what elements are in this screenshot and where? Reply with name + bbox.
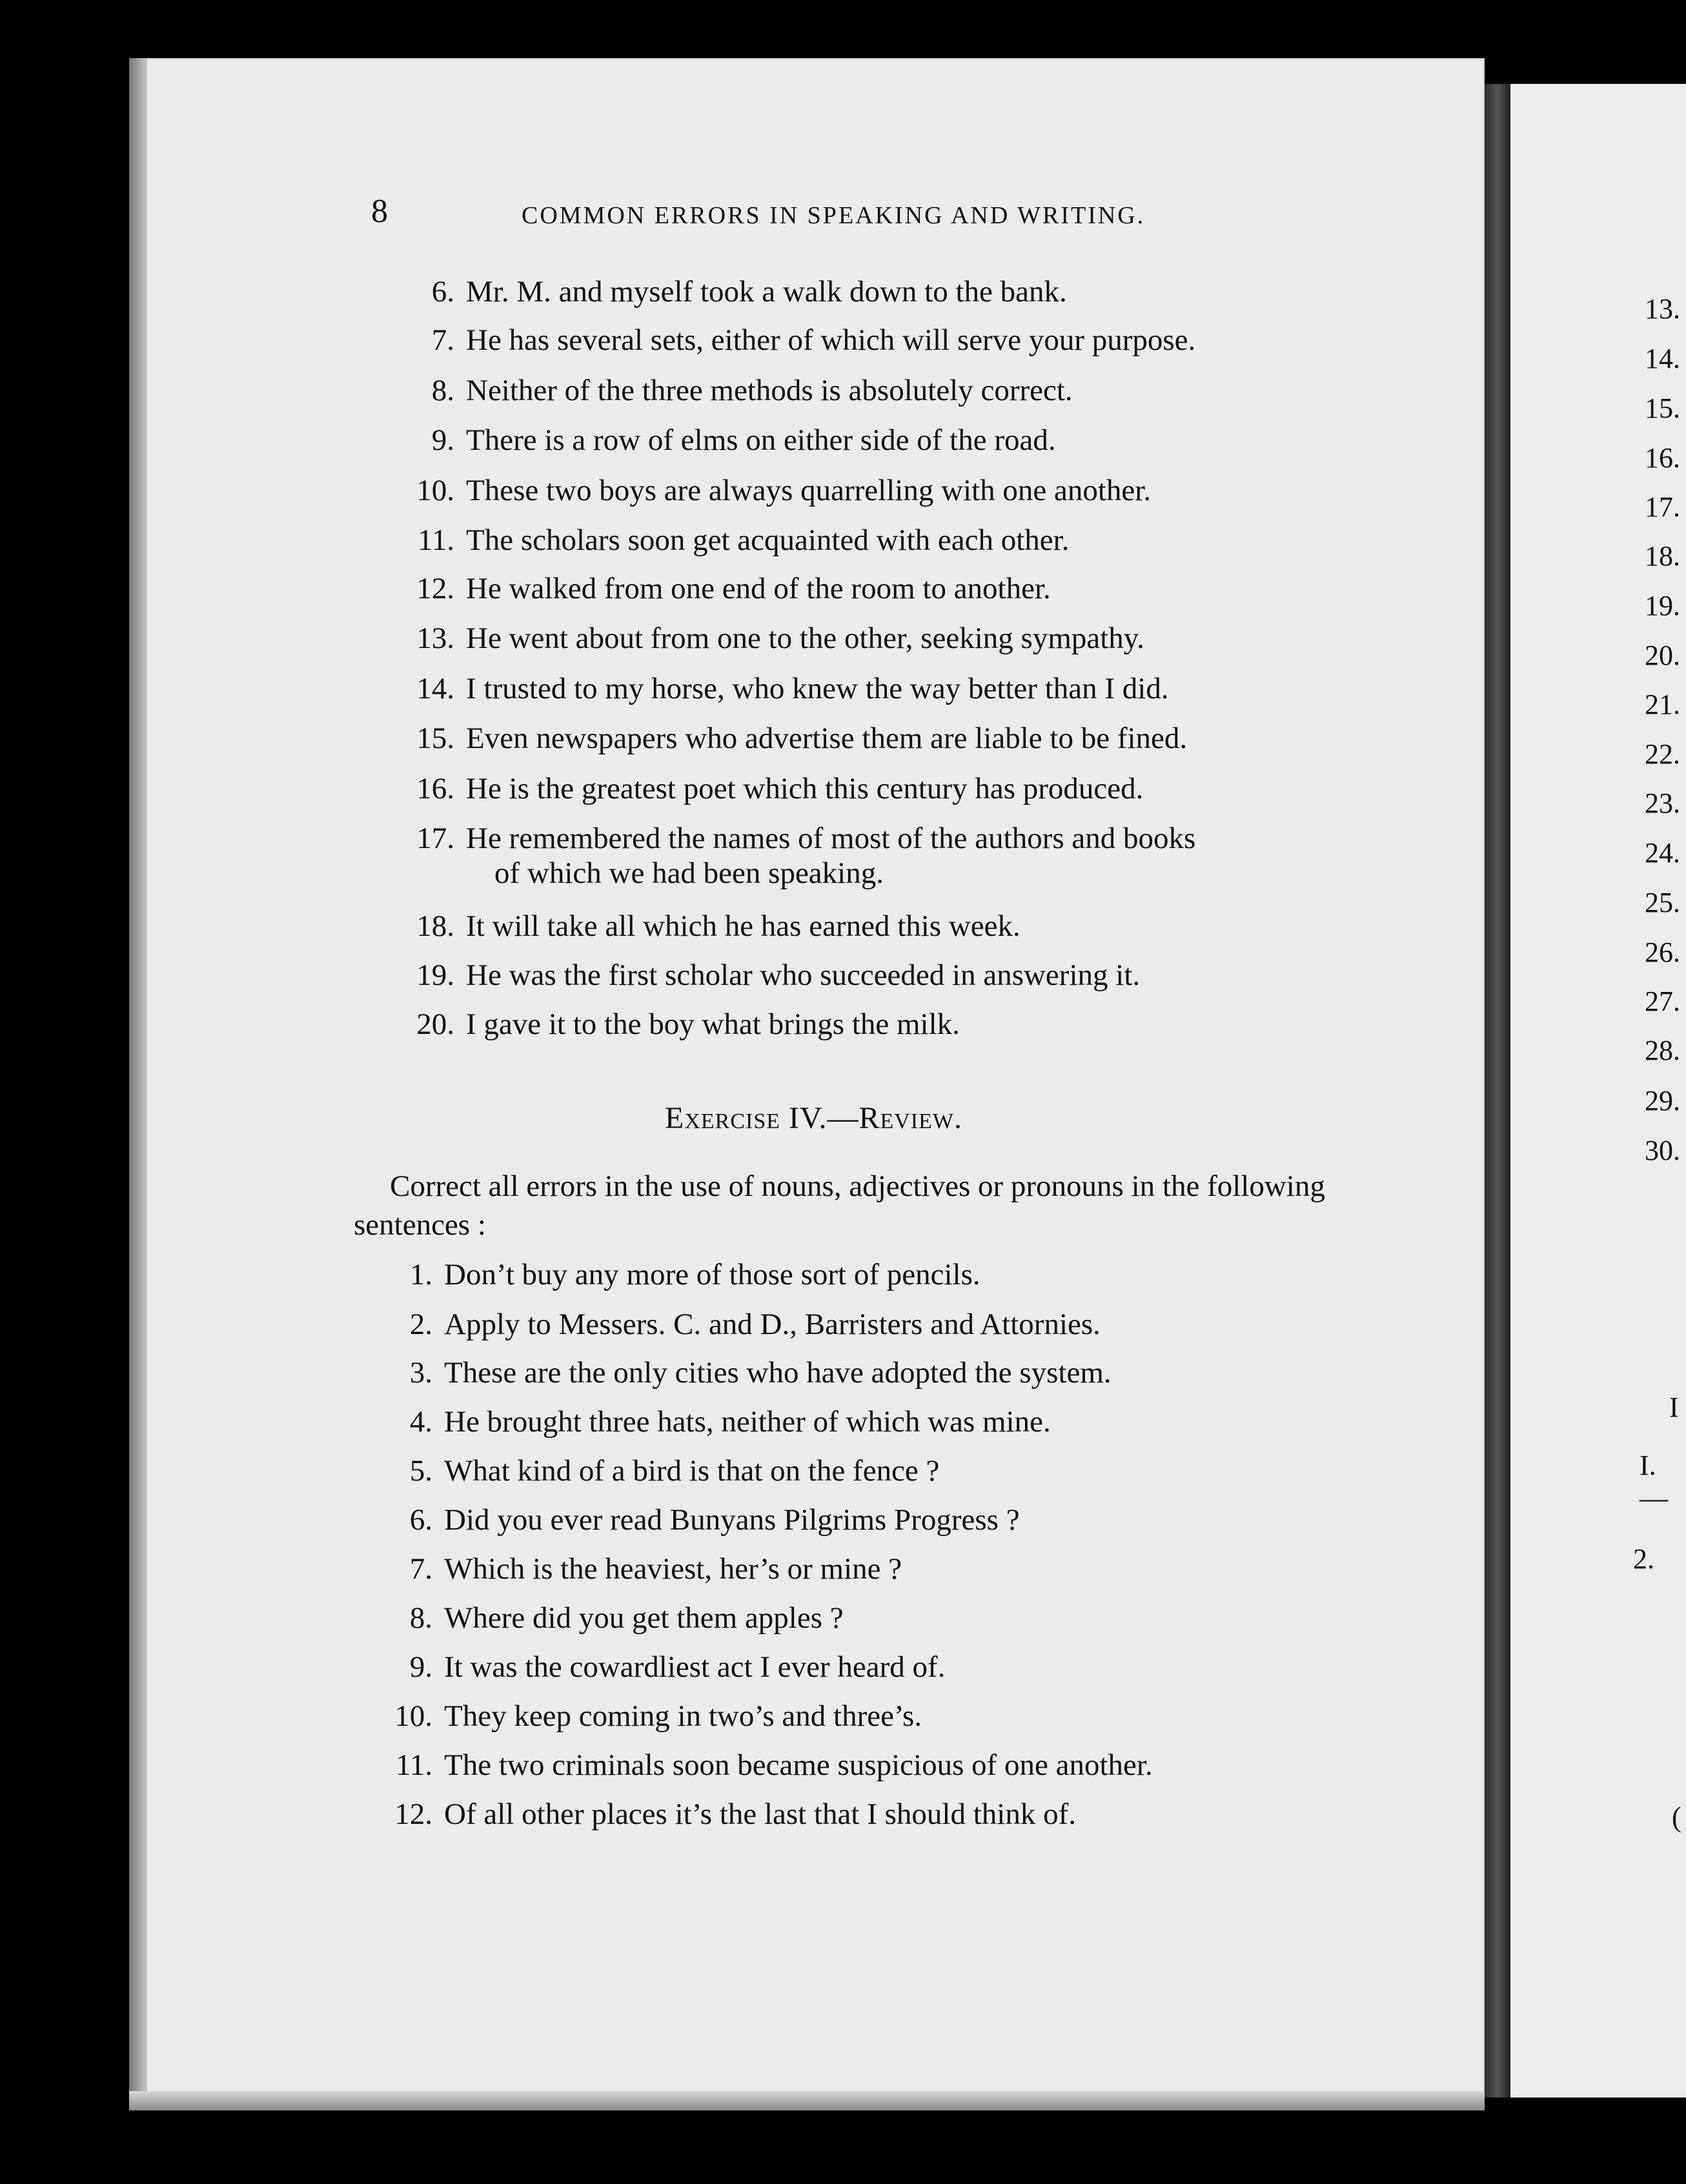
list-item: [409, 1552, 902, 1586]
list-item: [416, 909, 1021, 944]
item-text: The scholars soon get acquainted with each other.: [466, 523, 1070, 557]
item-text: He was the first scholar who succeeded in answering it.: [466, 958, 1141, 992]
right-page-item-number: 17.: [1645, 491, 1680, 523]
item-text: What kind of a bird is that on the fence ?: [444, 1454, 940, 1488]
item-number: 6.: [431, 275, 454, 308]
list-item: [431, 274, 1067, 309]
list-item: [409, 1307, 1101, 1342]
item-number: 17.: [416, 822, 454, 855]
item-number: 2.: [409, 1308, 432, 1341]
right-page-item-number: 19.: [1645, 590, 1680, 622]
item-text: I gave it to the boy what brings the milk.: [466, 1007, 960, 1041]
list-item: [409, 1404, 1051, 1439]
right-page-item-number: 26.: [1645, 936, 1680, 968]
list-item: [416, 958, 1141, 993]
item-text-continuation: of which we had been speaking.: [494, 856, 884, 890]
item-number: 7.: [409, 1552, 432, 1586]
item-text: I trusted to my horse, who knew the way better than I did.: [466, 672, 1169, 705]
right-page-item-number: 15.: [1645, 392, 1680, 424]
list-item: [409, 1257, 980, 1292]
right-page-item-number: 21.: [1645, 689, 1680, 720]
list-item: [416, 721, 1188, 756]
item-text: He went about from one to the other, seeking sympathy.: [466, 622, 1145, 655]
item-number: 4.: [409, 1405, 432, 1439]
exercise-instructions: Correct all errors in the use of nouns, adjectives or pronouns in the following sentences :: [354, 1169, 1325, 1242]
item-text: These two boys are always quarrelling with one another.: [466, 474, 1152, 507]
item-text: It was the cowardliest act I ever heard of.: [444, 1650, 946, 1684]
book-gutter: [1485, 84, 1510, 2098]
item-number: 1.: [409, 1258, 432, 1291]
item-number: 11.: [395, 1748, 432, 1782]
item-text: He remembered the names of most of the authors and books: [466, 822, 1196, 855]
right-page-item-number: 24.: [1645, 837, 1680, 869]
list-item: [416, 571, 1051, 606]
item-number: 8.: [409, 1601, 432, 1635]
item-text: He is the greatest poet which this century has produced.: [466, 772, 1144, 805]
item-text: Mr. M. and myself took a walk down to the bank.: [466, 275, 1067, 308]
right-page-item-number: 27.: [1645, 986, 1680, 1017]
list-item: [409, 1502, 1020, 1537]
item-number: 16.: [416, 772, 454, 805]
right-page-fragment: I: [1669, 1391, 1679, 1423]
list-item: [416, 473, 1152, 508]
item-number: 13.: [416, 622, 454, 655]
exercise-title: [665, 1100, 962, 1136]
running-head: COMMON ERRORS IN SPEAKING AND WRITING.: [522, 202, 1146, 229]
list-item: [431, 373, 1073, 408]
item-text: He has several sets, either of which will serve your purpose.: [466, 323, 1196, 357]
right-page-fragment: 2.: [1633, 1543, 1654, 1575]
list-item: [431, 423, 1056, 458]
item-text: These are the only cities who have adopted the system.: [444, 1356, 1112, 1390]
right-page-fragment: I.—: [1640, 1450, 1668, 1514]
list-item: [409, 1453, 940, 1488]
item-number: 15.: [416, 722, 454, 755]
list-item: [394, 1699, 922, 1734]
list-item: [416, 771, 1144, 806]
item-text: Did you ever read Bunyans Pilgrims Progress ?: [444, 1503, 1020, 1537]
item-text: Neither of the three methods is absolutely correct.: [466, 374, 1073, 407]
item-text: Apply to Messers. C. and D., Barristers and Attornies.: [444, 1308, 1101, 1341]
item-number: 20.: [416, 1007, 454, 1041]
exercise-title-main: Exercise IV.: [665, 1101, 828, 1135]
page-edge-left: [129, 58, 147, 2110]
item-number: 10.: [394, 1699, 432, 1733]
right-page-item-number: 16.: [1645, 442, 1680, 474]
right-page-item-number: 22.: [1645, 738, 1680, 770]
item-number: 5.: [409, 1454, 432, 1488]
item-number: 18.: [416, 909, 454, 943]
right-page-item-number: 20.: [1645, 640, 1680, 671]
item-number: 9.: [409, 1650, 432, 1684]
list-item: [395, 1748, 1153, 1783]
item-text: Where did you get them apples ?: [444, 1601, 844, 1635]
page-number: 8: [371, 193, 388, 230]
right-page-item-number: 25.: [1645, 887, 1680, 918]
right-page-item-number: 28.: [1645, 1035, 1680, 1066]
page-edge-bottom: [129, 2091, 1485, 2110]
item-number: 9.: [431, 423, 454, 457]
item-text: The two criminals soon became suspicious of one another.: [444, 1748, 1153, 1782]
exercise-title-sub: Review.: [858, 1101, 962, 1135]
right-page-item-number: 30.: [1645, 1135, 1680, 1166]
item-number: 19.: [416, 958, 454, 992]
item-text: He brought three hats, neither of which was mine.: [444, 1405, 1051, 1439]
item-number: 7.: [431, 323, 454, 357]
right-page-item-number: 23.: [1645, 787, 1680, 819]
list-item: [417, 523, 1070, 558]
item-number: 14.: [416, 672, 454, 705]
item-text: He walked from one end of the room to another.: [466, 572, 1051, 605]
list-item: [416, 821, 1196, 891]
right-page-item-number: 29.: [1645, 1085, 1680, 1117]
list-item: [416, 671, 1169, 706]
item-number: 10.: [416, 474, 454, 507]
list-item: [409, 1650, 946, 1684]
right-page-item-number: 14.: [1645, 343, 1680, 374]
item-number: 3.: [409, 1356, 432, 1390]
list-item: [416, 621, 1145, 656]
list-item: [431, 323, 1196, 358]
item-text: Which is the heaviest, her’s or mine ?: [444, 1552, 902, 1586]
list-item: [409, 1601, 844, 1635]
item-text: There is a row of elms on either side of the road.: [466, 423, 1056, 457]
list-item: [409, 1355, 1112, 1390]
right-page-item-number: 18.: [1645, 540, 1680, 572]
item-number: 8.: [431, 374, 454, 407]
item-number: 12.: [394, 1797, 432, 1831]
item-number: 12.: [416, 572, 454, 605]
right-page-fragment: (: [1672, 1801, 1681, 1833]
item-text: They keep coming in two’s and three’s.: [444, 1699, 922, 1733]
item-text: Of all other places it’s the last that I should think of.: [444, 1797, 1076, 1831]
exercise-title-dash: —: [827, 1101, 859, 1135]
right-page-item-number: 13.: [1645, 293, 1680, 325]
item-number: 6.: [409, 1503, 432, 1537]
list-item: [394, 1797, 1076, 1832]
list-item: [416, 1007, 960, 1042]
item-number: 11.: [417, 523, 454, 557]
item-text: Even newspapers who advertise them are liable to be fined.: [466, 722, 1188, 755]
item-text: Don’t buy any more of those sort of pencils.: [444, 1258, 980, 1291]
item-text: It will take all which he has earned this week.: [466, 909, 1021, 943]
